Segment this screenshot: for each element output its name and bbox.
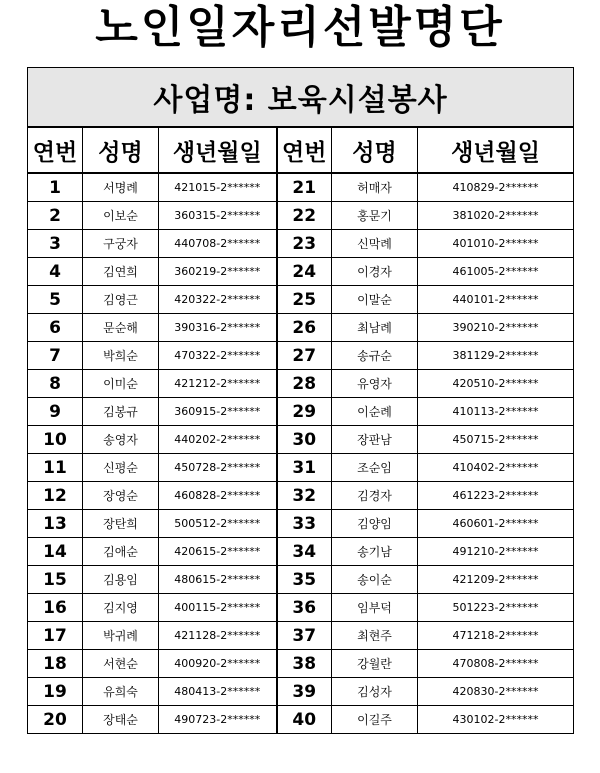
table-row — [28, 650, 574, 678]
birth-date: 460601-2****** — [418, 510, 574, 538]
birth-date: 420615-2****** — [159, 538, 277, 566]
person-name: 문순해 — [83, 314, 159, 342]
person-name: 김경자 — [332, 482, 418, 510]
person-name: 김영근 — [83, 286, 159, 314]
row-number: 2 — [28, 202, 83, 230]
table-row — [28, 173, 574, 202]
row-number: 38 — [277, 650, 332, 678]
row-number: 22 — [277, 202, 332, 230]
person-name: 김성자 — [332, 678, 418, 706]
row-number: 4 — [28, 258, 83, 286]
row-number: 32 — [277, 482, 332, 510]
person-name: 장판남 — [332, 426, 418, 454]
selection-table — [27, 67, 574, 734]
column-header-number: 연번 — [28, 127, 83, 173]
row-number: 17 — [28, 622, 83, 650]
birth-date: 400920-2****** — [159, 650, 277, 678]
birth-date: 421128-2****** — [159, 622, 277, 650]
table-row — [28, 454, 574, 482]
birth-date: 381020-2****** — [418, 202, 574, 230]
person-name: 신막례 — [332, 230, 418, 258]
table-row — [28, 286, 574, 314]
table-row — [28, 482, 574, 510]
person-name: 장탄희 — [83, 510, 159, 538]
birth-date: 390316-2****** — [159, 314, 277, 342]
row-number: 7 — [28, 342, 83, 370]
person-name: 서명례 — [83, 173, 159, 202]
person-name: 송기남 — [332, 538, 418, 566]
row-number: 9 — [28, 398, 83, 426]
row-number: 20 — [28, 706, 83, 734]
table-row — [28, 538, 574, 566]
birth-date: 421209-2****** — [418, 566, 574, 594]
person-name: 송영자 — [83, 426, 159, 454]
person-name: 유영자 — [332, 370, 418, 398]
birth-date: 490723-2****** — [159, 706, 277, 734]
table-row — [28, 566, 574, 594]
row-number: 39 — [277, 678, 332, 706]
row-number: 24 — [277, 258, 332, 286]
person-name: 박귀례 — [83, 622, 159, 650]
column-header-row — [28, 127, 574, 173]
person-name: 이말순 — [332, 286, 418, 314]
row-number: 15 — [28, 566, 83, 594]
person-name: 김양임 — [332, 510, 418, 538]
person-name: 이미순 — [83, 370, 159, 398]
row-number: 10 — [28, 426, 83, 454]
person-name: 이보순 — [83, 202, 159, 230]
birth-date: 470322-2****** — [159, 342, 277, 370]
person-name: 유희숙 — [83, 678, 159, 706]
row-number: 33 — [277, 510, 332, 538]
column-header-birthdate: 생년월일 — [159, 127, 277, 173]
row-number: 8 — [28, 370, 83, 398]
person-name: 김연희 — [83, 258, 159, 286]
row-number: 29 — [277, 398, 332, 426]
table-row — [28, 202, 574, 230]
birth-date: 461005-2****** — [418, 258, 574, 286]
birth-date: 460828-2****** — [159, 482, 277, 510]
birth-date: 420510-2****** — [418, 370, 574, 398]
birth-date: 440101-2****** — [418, 286, 574, 314]
birth-date: 410113-2****** — [418, 398, 574, 426]
row-number: 27 — [277, 342, 332, 370]
person-name: 박희순 — [83, 342, 159, 370]
birth-date: 381129-2****** — [418, 342, 574, 370]
table-row — [28, 342, 574, 370]
birth-date: 420322-2****** — [159, 286, 277, 314]
person-name: 조순임 — [332, 454, 418, 482]
person-name: 허매자 — [332, 173, 418, 202]
person-name: 장태순 — [83, 706, 159, 734]
person-name: 구궁자 — [83, 230, 159, 258]
table-row — [28, 510, 574, 538]
column-header-name: 성명 — [332, 127, 418, 173]
person-name: 송이순 — [332, 566, 418, 594]
person-name: 신평순 — [83, 454, 159, 482]
person-name: 김애순 — [83, 538, 159, 566]
row-number: 23 — [277, 230, 332, 258]
table-row — [28, 622, 574, 650]
birth-date: 470808-2****** — [418, 650, 574, 678]
birth-date: 501223-2****** — [418, 594, 574, 622]
birth-date: 421212-2****** — [159, 370, 277, 398]
row-number: 6 — [28, 314, 83, 342]
row-number: 12 — [28, 482, 83, 510]
table-row — [28, 314, 574, 342]
row-number: 31 — [277, 454, 332, 482]
row-number: 28 — [277, 370, 332, 398]
column-header-name: 성명 — [83, 127, 159, 173]
person-name: 임부덕 — [332, 594, 418, 622]
person-name: 김용임 — [83, 566, 159, 594]
person-name: 홍문기 — [332, 202, 418, 230]
birth-date: 450715-2****** — [418, 426, 574, 454]
column-header-birthdate: 생년월일 — [418, 127, 574, 173]
page-title: 노인일자리선발명단 — [95, 2, 505, 53]
person-name: 최남례 — [332, 314, 418, 342]
birth-date: 401010-2****** — [418, 230, 574, 258]
person-name: 이길주 — [332, 706, 418, 734]
birth-date: 440202-2****** — [159, 426, 277, 454]
person-name: 강월란 — [332, 650, 418, 678]
birth-date: 360219-2****** — [159, 258, 277, 286]
birth-date: 410402-2****** — [418, 454, 574, 482]
birth-date: 410829-2****** — [418, 173, 574, 202]
birth-date: 390210-2****** — [418, 314, 574, 342]
row-number: 36 — [277, 594, 332, 622]
row-number: 14 — [28, 538, 83, 566]
column-header-number: 연번 — [277, 127, 332, 173]
birth-date: 471218-2****** — [418, 622, 574, 650]
row-number: 5 — [28, 286, 83, 314]
person-name: 서현순 — [83, 650, 159, 678]
row-number: 19 — [28, 678, 83, 706]
birth-date: 430102-2****** — [418, 706, 574, 734]
table-row — [28, 370, 574, 398]
table-row — [28, 398, 574, 426]
table-row — [28, 258, 574, 286]
birth-date: 420830-2****** — [418, 678, 574, 706]
row-number: 11 — [28, 454, 83, 482]
row-number: 3 — [28, 230, 83, 258]
birth-date: 360315-2****** — [159, 202, 277, 230]
row-number: 18 — [28, 650, 83, 678]
table-row — [28, 230, 574, 258]
person-name: 김봉규 — [83, 398, 159, 426]
birth-date: 421015-2****** — [159, 173, 277, 202]
person-name: 송규순 — [332, 342, 418, 370]
row-number: 30 — [277, 426, 332, 454]
birth-date: 491210-2****** — [418, 538, 574, 566]
birth-date: 440708-2****** — [159, 230, 277, 258]
person-name: 최현주 — [332, 622, 418, 650]
table-row — [28, 706, 574, 734]
birth-date: 400115-2****** — [159, 594, 277, 622]
person-name: 이순례 — [332, 398, 418, 426]
table-row — [28, 426, 574, 454]
section-title: 사업명: 보육시설봉사 — [28, 68, 574, 128]
row-number: 25 — [277, 286, 332, 314]
person-name: 이경자 — [332, 258, 418, 286]
birth-date: 461223-2****** — [418, 482, 574, 510]
row-number: 21 — [277, 173, 332, 202]
row-number: 34 — [277, 538, 332, 566]
person-name: 김지영 — [83, 594, 159, 622]
row-number: 40 — [277, 706, 332, 734]
birth-date: 480615-2****** — [159, 566, 277, 594]
birth-date: 500512-2****** — [159, 510, 277, 538]
section-title-row — [28, 68, 574, 128]
table-row — [28, 594, 574, 622]
birth-date: 480413-2****** — [159, 678, 277, 706]
birth-date: 360915-2****** — [159, 398, 277, 426]
row-number: 37 — [277, 622, 332, 650]
person-name: 장영순 — [83, 482, 159, 510]
row-number: 1 — [28, 173, 83, 202]
row-number: 26 — [277, 314, 332, 342]
table-row — [28, 678, 574, 706]
row-number: 35 — [277, 566, 332, 594]
row-number: 13 — [28, 510, 83, 538]
row-number: 16 — [28, 594, 83, 622]
birth-date: 450728-2****** — [159, 454, 277, 482]
